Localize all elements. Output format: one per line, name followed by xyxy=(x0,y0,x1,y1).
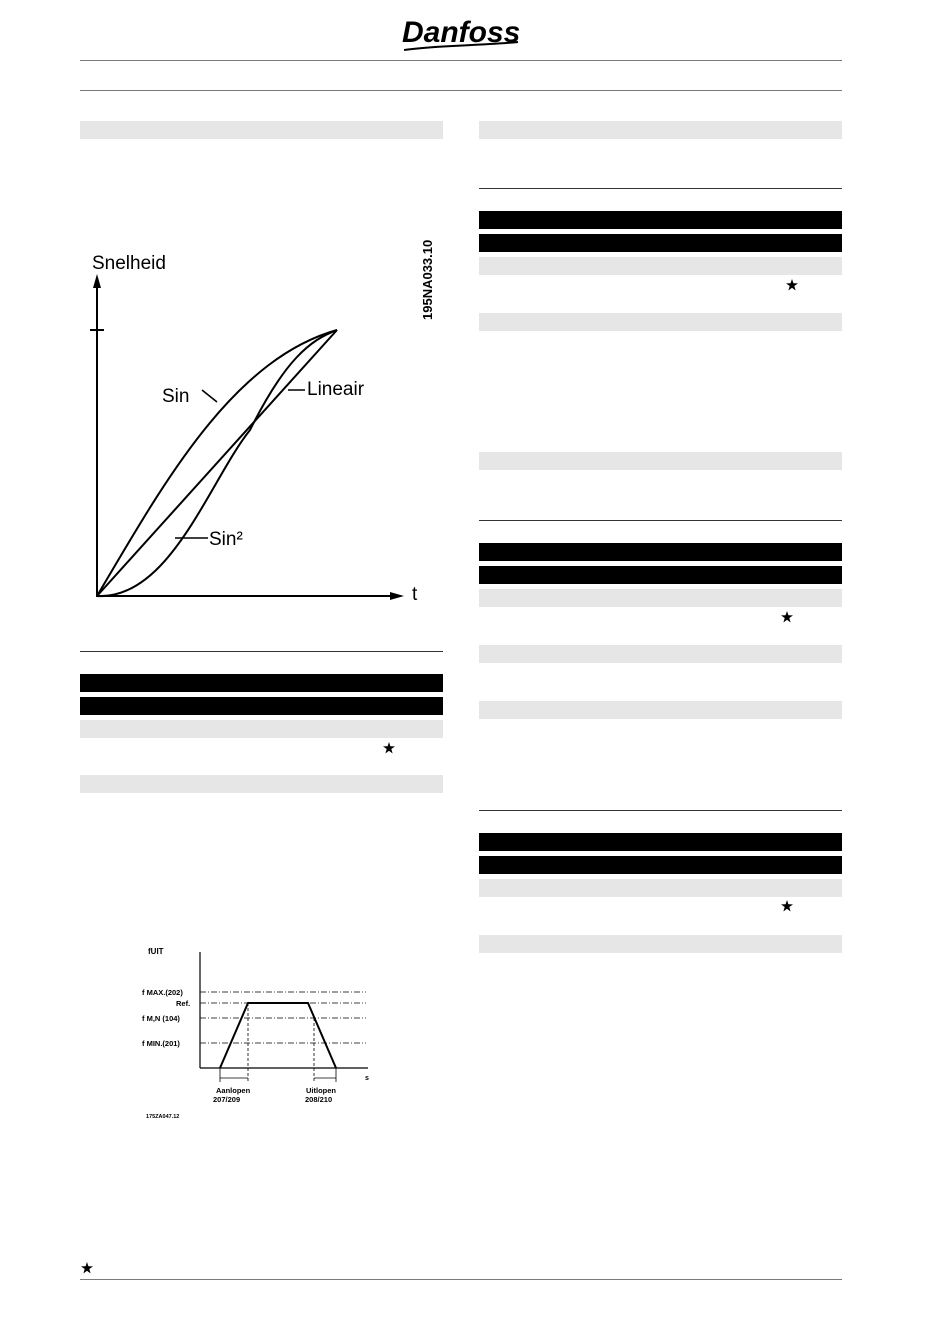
brand-text: Danfoss xyxy=(402,16,521,49)
parameter-header-bar xyxy=(479,543,842,561)
parameter-title-bar xyxy=(479,234,842,252)
parameter-header-bar xyxy=(479,833,842,851)
value-bar xyxy=(479,879,842,897)
ramp-shape-figure xyxy=(80,240,450,610)
parameter-title-bar xyxy=(80,697,443,715)
ramp-down-label: Uitlopen xyxy=(306,1086,336,1095)
curve-label-lineair: Lineair xyxy=(307,379,365,400)
parameter-header-bar xyxy=(479,211,842,229)
star-icon xyxy=(383,742,395,754)
function-bar xyxy=(479,313,842,331)
curve-label-sin2: Sin² xyxy=(209,529,243,550)
ramp-time-figure xyxy=(140,940,380,1125)
star-icon xyxy=(781,900,793,912)
description-bar xyxy=(479,452,842,470)
parameter-title-bar xyxy=(479,856,842,874)
curve-label-sin: Sin xyxy=(162,386,190,407)
value-bar xyxy=(479,257,842,275)
level-fmin: f MIN.(201) xyxy=(142,1039,180,1048)
curve-linear xyxy=(97,330,337,596)
axis-label-fuit: fUIT xyxy=(148,947,164,956)
function-bar xyxy=(80,775,443,793)
ramp-down-params: 208/210 xyxy=(305,1095,333,1104)
level-ref: Ref. xyxy=(176,999,191,1008)
level-fmn: f M,N (104) xyxy=(142,1014,180,1023)
value-bar xyxy=(479,589,842,607)
level-fmax: f MAX.(202) xyxy=(142,988,183,997)
figure-code-2: 175ZA047.12 xyxy=(146,1114,180,1120)
section-rule xyxy=(80,651,443,652)
ramp-up-label: Aanlopen xyxy=(216,1086,251,1095)
header-rule-bottom xyxy=(80,90,842,91)
header-rule-top xyxy=(80,60,842,61)
footer-rule xyxy=(80,1279,842,1280)
star-icon xyxy=(81,1262,93,1274)
star-icon xyxy=(786,279,798,291)
section-bar-gray-right xyxy=(479,121,842,139)
ramp-up-params: 207/209 xyxy=(213,1095,241,1104)
section-rule-right-2 xyxy=(479,520,842,521)
section-bar-gray xyxy=(80,121,443,139)
star-icon xyxy=(781,611,793,623)
parameter-header-bar xyxy=(80,674,443,692)
axis-label-t: t xyxy=(412,584,418,605)
section-rule-right-1 xyxy=(479,188,842,189)
axis-label-snelheid: Snelheid xyxy=(92,253,166,274)
function-bar xyxy=(479,935,842,953)
function-bar xyxy=(479,645,842,663)
figure-code: 195NA033.10 xyxy=(420,240,435,320)
section-rule-right-3 xyxy=(479,810,842,811)
axis-unit-s: s xyxy=(365,1075,369,1082)
description-bar xyxy=(479,701,842,719)
danfoss-logo xyxy=(398,12,524,54)
value-bar xyxy=(80,720,443,738)
parameter-title-bar xyxy=(479,566,842,584)
